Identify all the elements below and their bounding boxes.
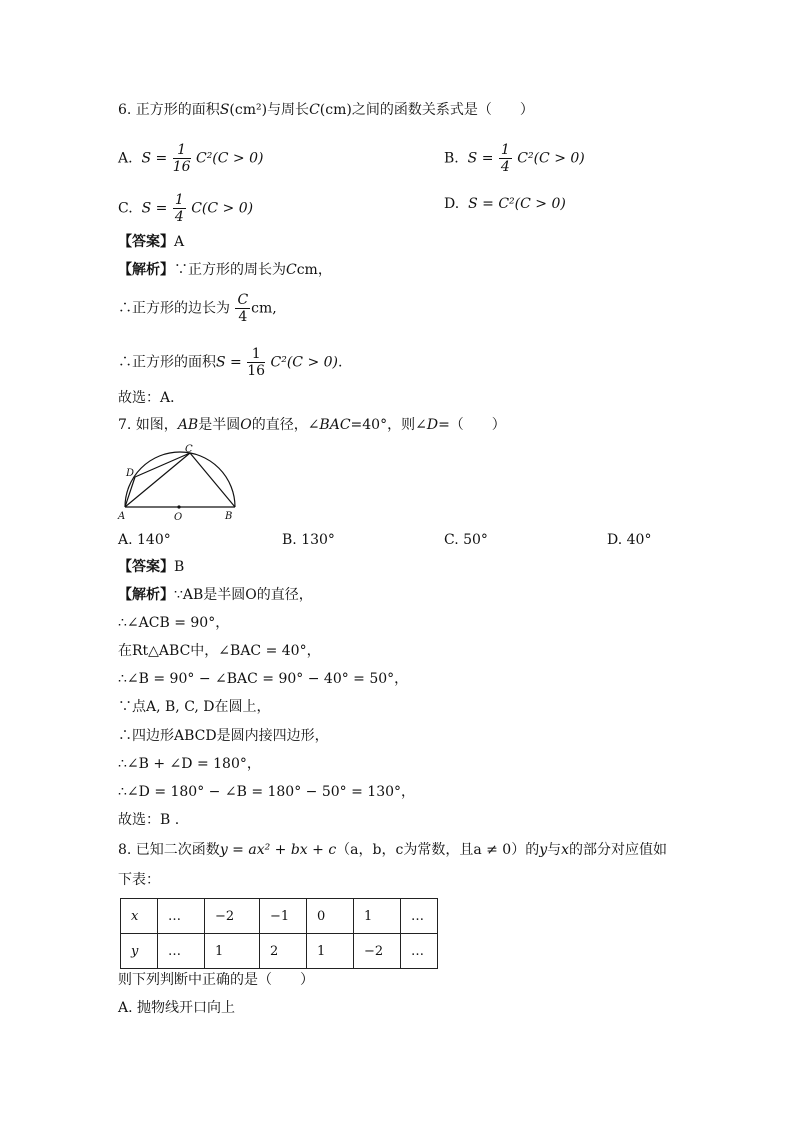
q6-step2-fraction	[235, 292, 250, 325]
q6-option-a-label: A.	[118, 150, 133, 167]
q7-line-1: ∵AB是半圆O的直径，	[174, 587, 313, 603]
q6-choose: 故选：A．	[118, 390, 185, 406]
q8-option-a: A. 抛物线开口向上	[118, 1000, 236, 1016]
table-cell: x	[121, 899, 158, 934]
q6-option-c-fraction	[173, 192, 186, 225]
q6-step3-fraction	[247, 346, 265, 379]
chord-ac	[125, 453, 190, 507]
q6-analysis-step2	[118, 292, 277, 325]
q6-stem	[118, 100, 534, 120]
q7-stem-text3: 的直径，	[251, 417, 308, 433]
table-row	[121, 934, 438, 969]
q8-value-table	[120, 898, 438, 969]
q6-stem-S: S	[219, 102, 230, 118]
q7-analysis-line6: ∴四边形ABCD是圆内接四边形，	[118, 728, 329, 744]
q7-stem-text5: =（ ）	[438, 417, 506, 433]
label-o: O	[174, 512, 183, 523]
q6-option-b	[444, 142, 585, 175]
table-cell: 0	[307, 899, 354, 934]
label-b: B	[225, 511, 233, 522]
table-row	[121, 899, 438, 934]
q6-step2-den: 4	[238, 309, 248, 325]
q6-step3-num: 1	[247, 346, 265, 363]
q6-answer-tag: 【答案】	[118, 234, 174, 250]
q6-stem-text: 6. 正方形的面积	[118, 102, 220, 118]
q7-answer-value: B	[174, 559, 185, 575]
q6-option-c-pre: S =	[141, 200, 168, 217]
table-cell: 1	[205, 934, 260, 969]
q6-option-d	[444, 194, 566, 214]
q8-stem-line2: 下表：	[118, 872, 160, 888]
q7-analysis-line5: ∵点A, B, C, D在圆上，	[118, 699, 271, 715]
table-cell: 1	[307, 934, 354, 969]
table-cell: 2	[260, 934, 307, 969]
q8-stem-text4: 的部分对应值如	[569, 842, 668, 858]
q6-option-a	[118, 142, 263, 175]
q6-stem-C: C	[309, 102, 320, 118]
q6-step1-text: ∵正方形的周长为	[174, 262, 286, 278]
q6-option-c-post: C(C > 0)	[191, 200, 254, 217]
q6-option-c-den: 4	[174, 209, 184, 225]
q6-option-a-pre: S =	[141, 150, 168, 167]
q8-stem-y: y	[539, 842, 548, 858]
table-cell: y	[121, 934, 158, 969]
q6-step3-pre: S =	[216, 354, 242, 371]
q6-step3-text: ∴正方形的面积	[118, 354, 216, 371]
q6-option-c	[118, 192, 253, 225]
q8-stem-text: 8. 已知二次函数	[118, 842, 220, 858]
q7-stem	[118, 415, 506, 435]
label-d: D	[126, 468, 135, 479]
q7-analysis-line8: ∴∠D = 180° − ∠B = 180° − 50° = 130°，	[118, 784, 416, 800]
q6-step2-end: cm,	[251, 300, 277, 317]
q7-stem-text4: =40°，则	[350, 417, 416, 433]
q7-analysis-line1	[118, 585, 313, 605]
q7-option-c: C. 50°	[444, 532, 488, 548]
q7-analysis-line4: ∴∠B = 90° − ∠BAC = 90° − 40° = 50°，	[118, 671, 409, 687]
q7-option-b: B. 130°	[282, 532, 335, 548]
semicircle-arc	[125, 452, 235, 507]
q6-option-b-den: 4	[500, 159, 510, 175]
q6-step3-den: 16	[247, 363, 266, 379]
q6-step3-post: C²(C > 0)	[270, 354, 339, 371]
q6-option-a-num: 1	[173, 142, 191, 159]
q6-option-c-num: 1	[174, 192, 184, 208]
q8-stem-text2: （a，b，c为常数，且a ≠ 0）的	[336, 842, 540, 858]
q6-option-b-label: B.	[444, 150, 459, 167]
table-cell: −2	[354, 934, 401, 969]
q7-answer	[118, 557, 184, 577]
label-c: C	[185, 444, 193, 455]
chord-dc	[135, 453, 190, 477]
q6-option-b-fraction	[499, 142, 512, 175]
q6-option-d-text: S = C²(C > 0)	[468, 196, 566, 212]
q7-analysis-line2: ∴∠ACB = 90°，	[118, 615, 230, 631]
q6-option-a-post: C²(C > 0)	[195, 150, 264, 167]
q7-option-a: A. 140°	[118, 532, 171, 548]
q6-stem-unit1: (cm²)	[229, 102, 268, 118]
table-cell: −1	[260, 899, 307, 934]
q6-analysis-step1	[118, 260, 332, 280]
table-cell: …	[401, 934, 438, 969]
semicircle-figure	[115, 444, 245, 524]
q6-step2-text: ∴正方形的边长为	[118, 300, 230, 317]
q8-stem-equation: y = ax² + bx + c	[219, 842, 337, 858]
q7-option-d: D. 40°	[607, 532, 652, 548]
q7-stem-angleD: ∠D	[415, 417, 439, 433]
q8-stem-text3: 与	[547, 842, 562, 858]
q6-stem-text2: 与周长	[267, 102, 310, 118]
q6-option-a-den: 16	[172, 159, 191, 175]
q7-stem-text: 7. 如图，	[118, 417, 178, 433]
q6-step2-num: C	[237, 292, 249, 308]
q6-analysis-tag: 【解析】	[118, 262, 174, 278]
q7-stem-O: O	[240, 417, 252, 433]
table-cell: …	[158, 934, 205, 969]
q6-analysis-step3	[118, 346, 342, 379]
q7-choose: 故选：B .	[118, 812, 180, 828]
q7-stem-text2: 是半圆	[198, 417, 241, 433]
q6-option-c-label: C.	[118, 200, 133, 217]
q8-stem	[118, 840, 667, 860]
q7-analysis-line3: 在Rt△ABC中，∠BAC = 40°，	[118, 643, 321, 659]
q8-stem-x: x	[561, 842, 570, 858]
table-cell: …	[401, 899, 438, 934]
q6-option-b-pre: S =	[467, 150, 494, 167]
q6-step3-end: .	[338, 354, 343, 371]
q7-analysis-tag: 【解析】	[118, 587, 174, 603]
q6-stem-text3: 之间的函数关系式是（ ）	[351, 102, 534, 118]
q6-option-a-fraction	[173, 142, 191, 175]
q7-stem-AB: AB	[177, 417, 199, 433]
q6-option-b-post: C²(C > 0)	[517, 150, 585, 167]
table-cell: −2	[205, 899, 260, 934]
q6-answer-value: A	[174, 234, 185, 250]
table-cell: …	[158, 899, 205, 934]
table-cell: 1	[354, 899, 401, 934]
q6-step1-end: cm，	[296, 262, 332, 278]
center-point	[177, 505, 180, 508]
q7-stem-angle: ∠BAC	[307, 417, 351, 433]
q6-stem-unit2: (cm)	[319, 102, 352, 118]
q6-answer	[118, 232, 184, 252]
q8-question: 则下列判断中正确的是（ ）	[118, 972, 314, 988]
q6-option-b-num: 1	[500, 142, 510, 158]
q6-option-d-label: D.	[444, 196, 460, 212]
label-a: A	[118, 511, 126, 522]
q6-step1-var: C	[286, 262, 297, 278]
q7-answer-tag: 【答案】	[118, 559, 174, 575]
q7-analysis-line7: ∴∠B + ∠D = 180°，	[118, 756, 261, 772]
